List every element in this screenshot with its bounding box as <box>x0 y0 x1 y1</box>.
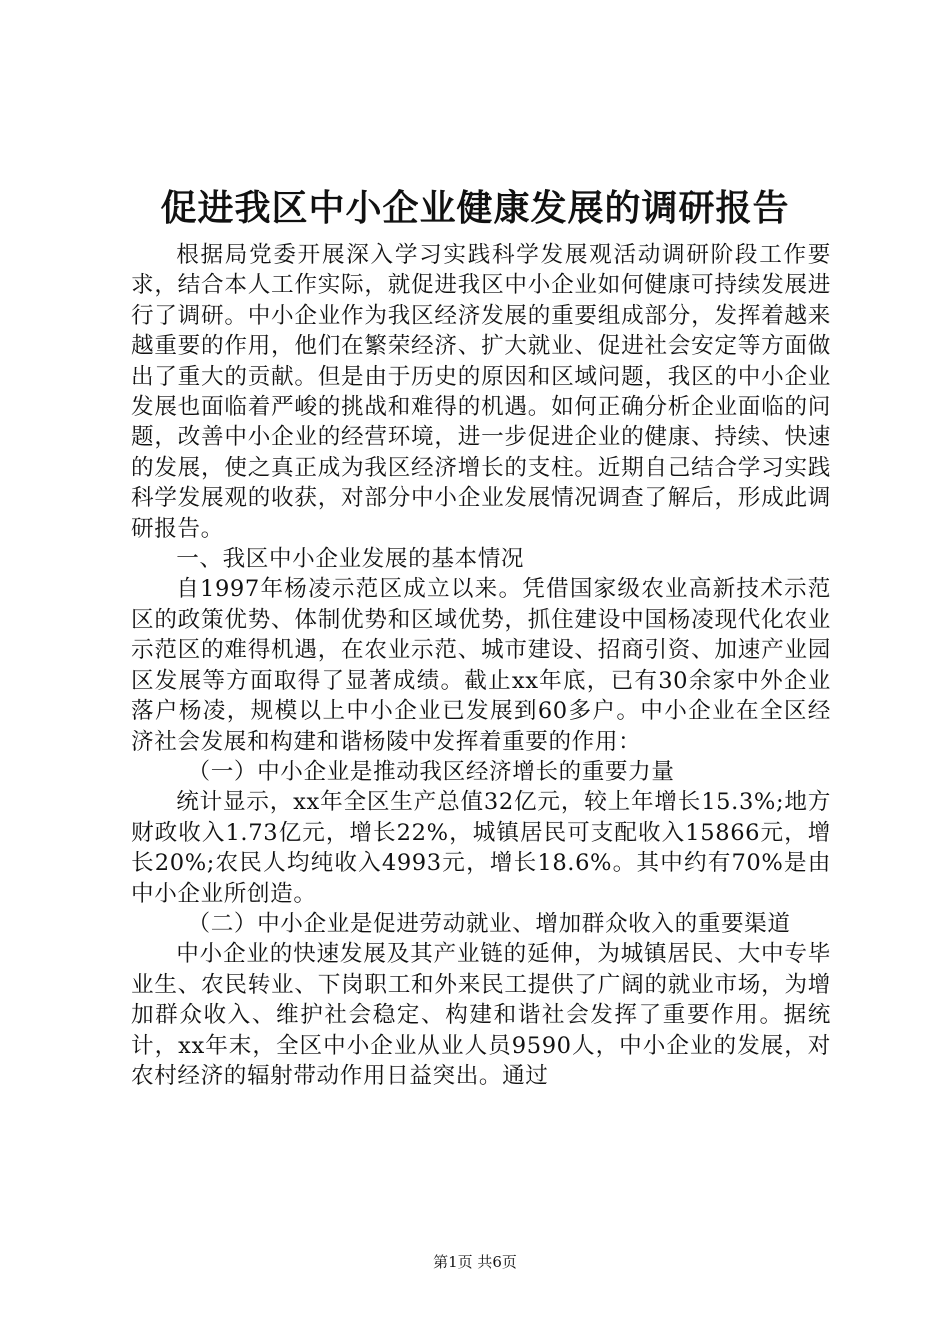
section-1-paragraph: 自1997年杨凌示范区成立以来。凭借国家级农业高新技术示范区的政策优势、体制优势和区域优势，抓住建设中国杨凌现代化农业示范区的难得机遇，在农业示范、城市建设、招商引资、加速产业园区发展等方面取得了显著成绩。截止xx年底，已有30余家中外企业落户杨凌，规模以上中小企业已发展到60多户。中小企业在全区经济社会发展和构建和谐杨陵中发挥着重要的作用： <box>131 576 831 755</box>
subsection-heading-2: （二）中小企业是促进劳动就业、增加群众收入的重要渠道 <box>187 910 791 937</box>
subsection-1-paragraph: 统计显示，xx年全区生产总值32亿元，较上年增长15.3%;地方财政收入1.73亿元，增长22%，城镇居民可支配收入15866元，增长20%;农民人均纯收入4993元，增长18.6%。其中约有70%是由中小企业所创造。 <box>131 789 831 907</box>
subsection-2-paragraph: 中小企业的快速发展及其产业链的延伸，为城镇居民、大中专毕业生、农民转业、下岗职工和外来民工提供了广阔的就业市场，为增加群众收入、维护社会稳定、构建和谐社会发挥了重要作用。据统计，xx年末，全区中小企业从业人员9590人，中小企业的发展，对农村经济的辐射带动作用日益突出。通过 <box>131 941 831 1089</box>
subsection-heading-1: （一）中小企业是推动我区经济增长的重要力量 <box>187 758 675 785</box>
section-heading-1: 一、我区中小企业发展的基本情况 <box>176 546 525 573</box>
page-footer: 第1页 共6页 <box>433 1253 517 1271</box>
document-body <box>131 240 831 1091</box>
intro-paragraph: 根据局党委开展深入学习实践科学发展观活动调研阶段工作要求，结合本人工作实际，就促进我区中小企业如何健康可持续发展进行了调研。中小企业作为我区经济发展的重要组成部分，发挥着越来越重要的作用，他们在繁荣经济、扩大就业、促进社会安定等方面做出了重大的贡献。但是由于历史的原因和区域问题，我区的中小企业发展也面临着严峻的挑战和难得的机遇。如何正确分析企业面临的问题，改善中小企业的经营环境，进一步促进企业的健康、持续、快速的发展，使之真正成为我区经济增长的支柱。近期自己结合学习实践科学发展观的收获，对部分中小企业发展情况调查了解后，形成此调研报告。 <box>131 242 831 542</box>
document-title: 促进我区中小企业健康发展的调研报告 <box>160 187 790 229</box>
